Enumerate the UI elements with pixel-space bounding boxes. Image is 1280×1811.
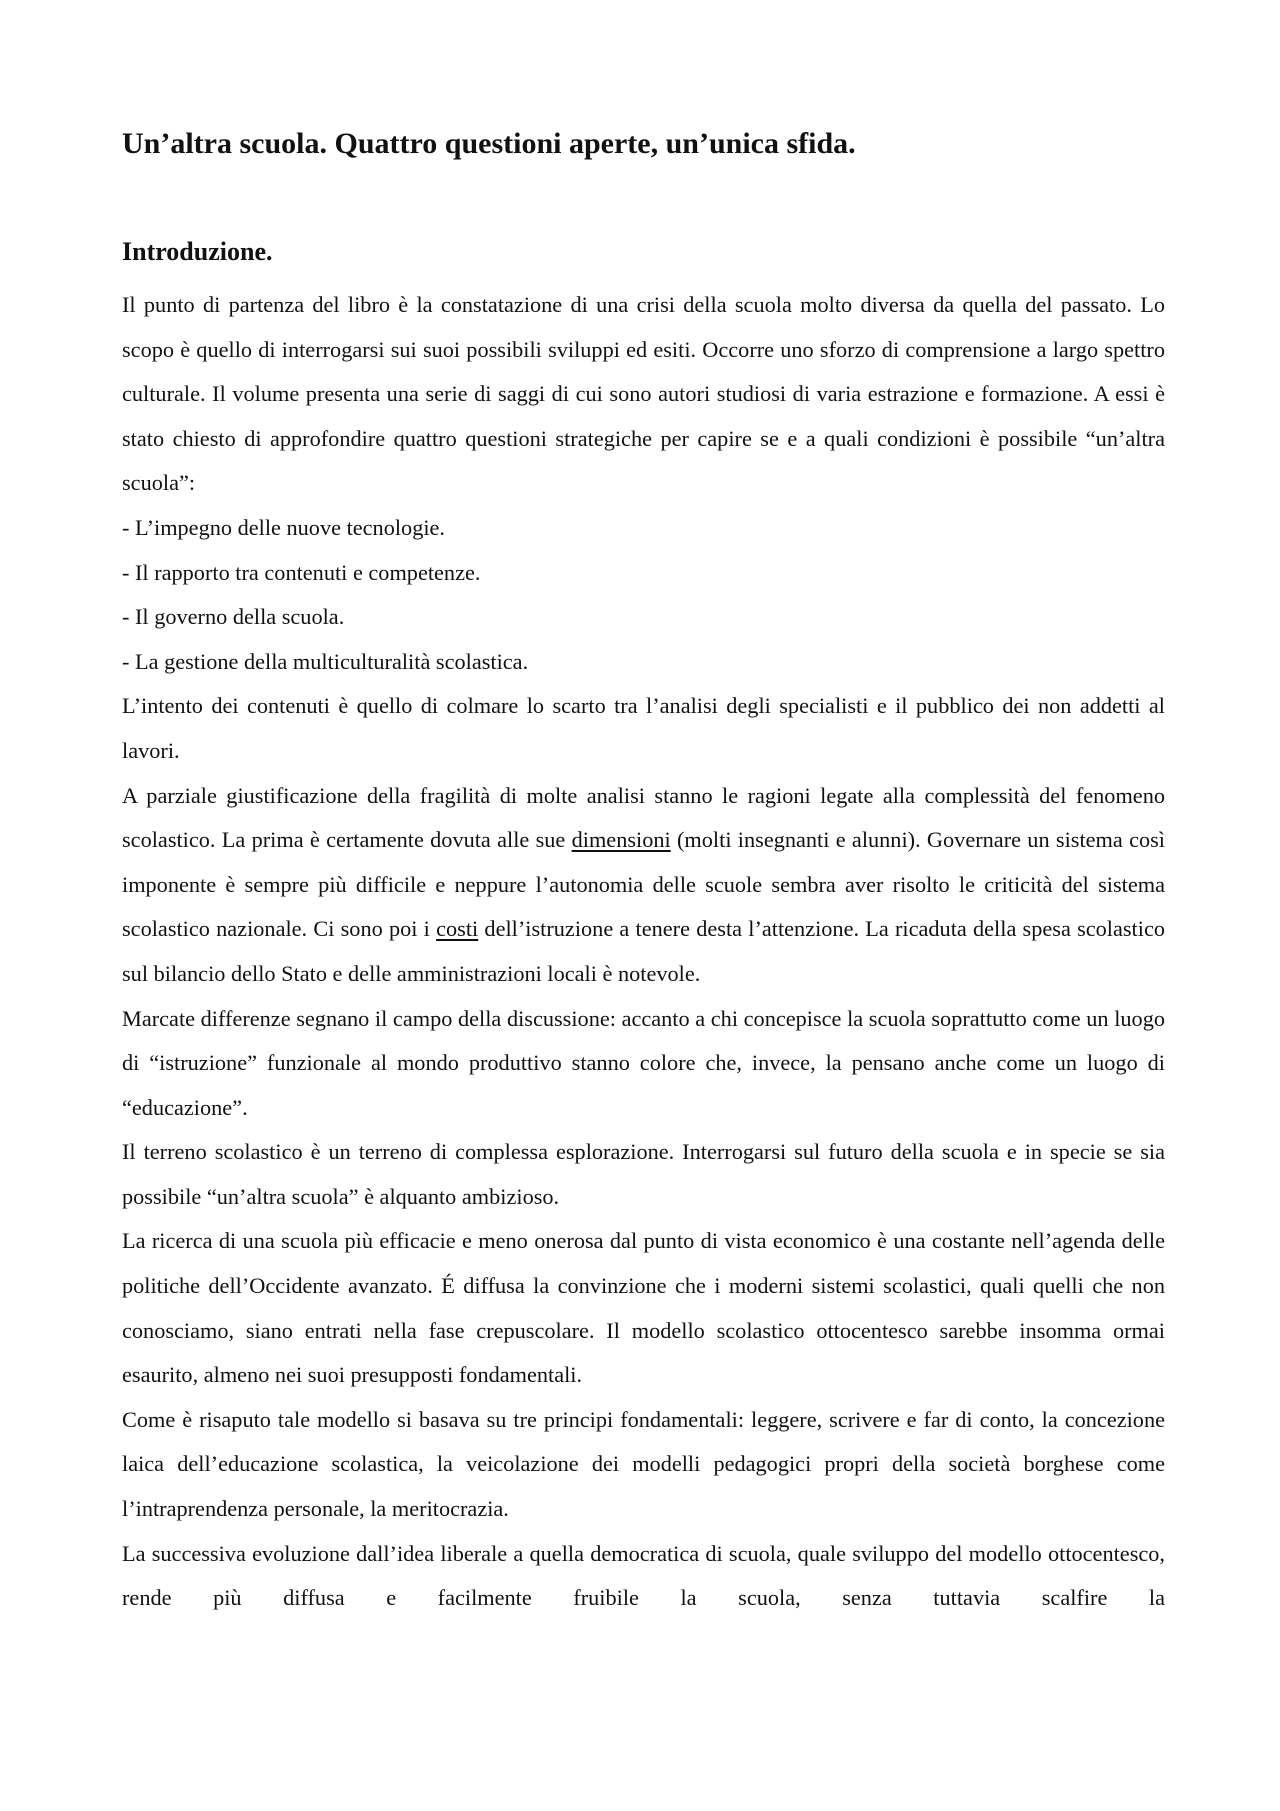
paragraph-model: Come è risaputo tale modello si basava su tre principi fondamentali: leggere, scrivere e far di conto, la concezione laica dell’educazione scolastica, la veicolazione dei modelli pedagogici propri della società borghese come l’intraprendenza personale, la meritocrazia.: [122, 1406, 1165, 1522]
text-span: (molti insegnanti e alunni). Governare un sistema così imponente è sempre più difficile e neppure l’autonomia delle scuole sembra aver risolto le criticità del sistema scolastico nazionale. Ci sono poi i: [122, 827, 1165, 942]
paragraph-terrain: Il terreno scolastico è un terreno di complessa esplorazione. Interrogarsi sul futuro della scuola e in specie se sia possibile “un’altra scuola” è alquanto ambizioso.: [122, 1139, 1165, 1209]
text-span: dell’istruzione a tenere desta l’attenzione. La ricaduta della spesa scolastico sul bilancio dello Stato e delle amministrazioni locali è notevole.: [122, 916, 1165, 986]
paragraph-intro: Il punto di partenza del libro è la constatazione di una crisi della scuola molto diversa da quella del passato. Lo scopo è quello di interrogarsi sui suoi possibili sviluppi ed esiti. Occorre uno sforzo di comprensione a largo spettro culturale. Il volume presenta una serie di saggi di cui sono autori studiosi di varia estrazione e formazione. A essi è stato chiesto di approfondire quattro questioni strategiche per capire se e a quali condizioni è possibile “un’altra scuola”:: [122, 292, 1165, 496]
list-item: - Il rapporto tra contenuti e competenze.: [122, 559, 481, 585]
paragraph-differences: Marcate differenze segnano il campo della discussione: accanto a chi concepisce la scuola soprattutto come un luogo di “istruzione” funzionale al mondo produttivo stanno colore che, invece, la pensano anche come un luogo di “educazione”.: [122, 1005, 1165, 1120]
list-item: - Il governo della scuola.: [122, 604, 345, 630]
paragraph-research: La ricerca di una scuola più efficacie e meno onerosa dal punto di vista economico è una costante nell’agenda delle politiche dell’Occidente avanzato. É diffusa la convinzione che i moderni sistemi scolastici, quali quelli che non conosciamo, siano entrati nella fase crepuscolare. Il modello scolastico ottocentesco sarebbe insomma ormai esaurito, almeno nei suoi presupposti fondamentali.: [122, 1228, 1165, 1388]
underlined-term-dimensioni: dimensioni: [571, 827, 671, 853]
question-list: [122, 506, 1165, 684]
document-title: Un’altra scuola. Quattro questioni aperte, un’unica sfida.: [122, 127, 856, 160]
list-item: - La gestione della multiculturalità scolastica.: [122, 648, 529, 674]
document-body: [122, 283, 1165, 1621]
paragraph-complexity: [122, 774, 1165, 997]
text-span: A parziale giustificazione della fragilità di molte analisi stanno le ragioni legate alla complessità del fenomeno scolastico. La prima è certamente dovuta alle sue: [122, 782, 1165, 853]
paragraph-intent: L’intento dei contenuti è quello di colmare lo scarto tra l’analisi degli specialisti e il pubblico dei non addetti al lavori.: [122, 693, 1165, 763]
underlined-term-costi: costi: [436, 916, 479, 942]
paragraph-evolution: La successiva evoluzione dall’idea liberale a quella democratica di scuola, quale sviluppo del modello ottocentesco, rende più diffusa e facilmente fruibile la scuola, senza tuttavia scalfire la: [122, 1540, 1165, 1611]
section-heading: Introduzione.: [122, 237, 273, 266]
list-item: - L’impegno delle nuove tecnologie.: [122, 514, 446, 540]
